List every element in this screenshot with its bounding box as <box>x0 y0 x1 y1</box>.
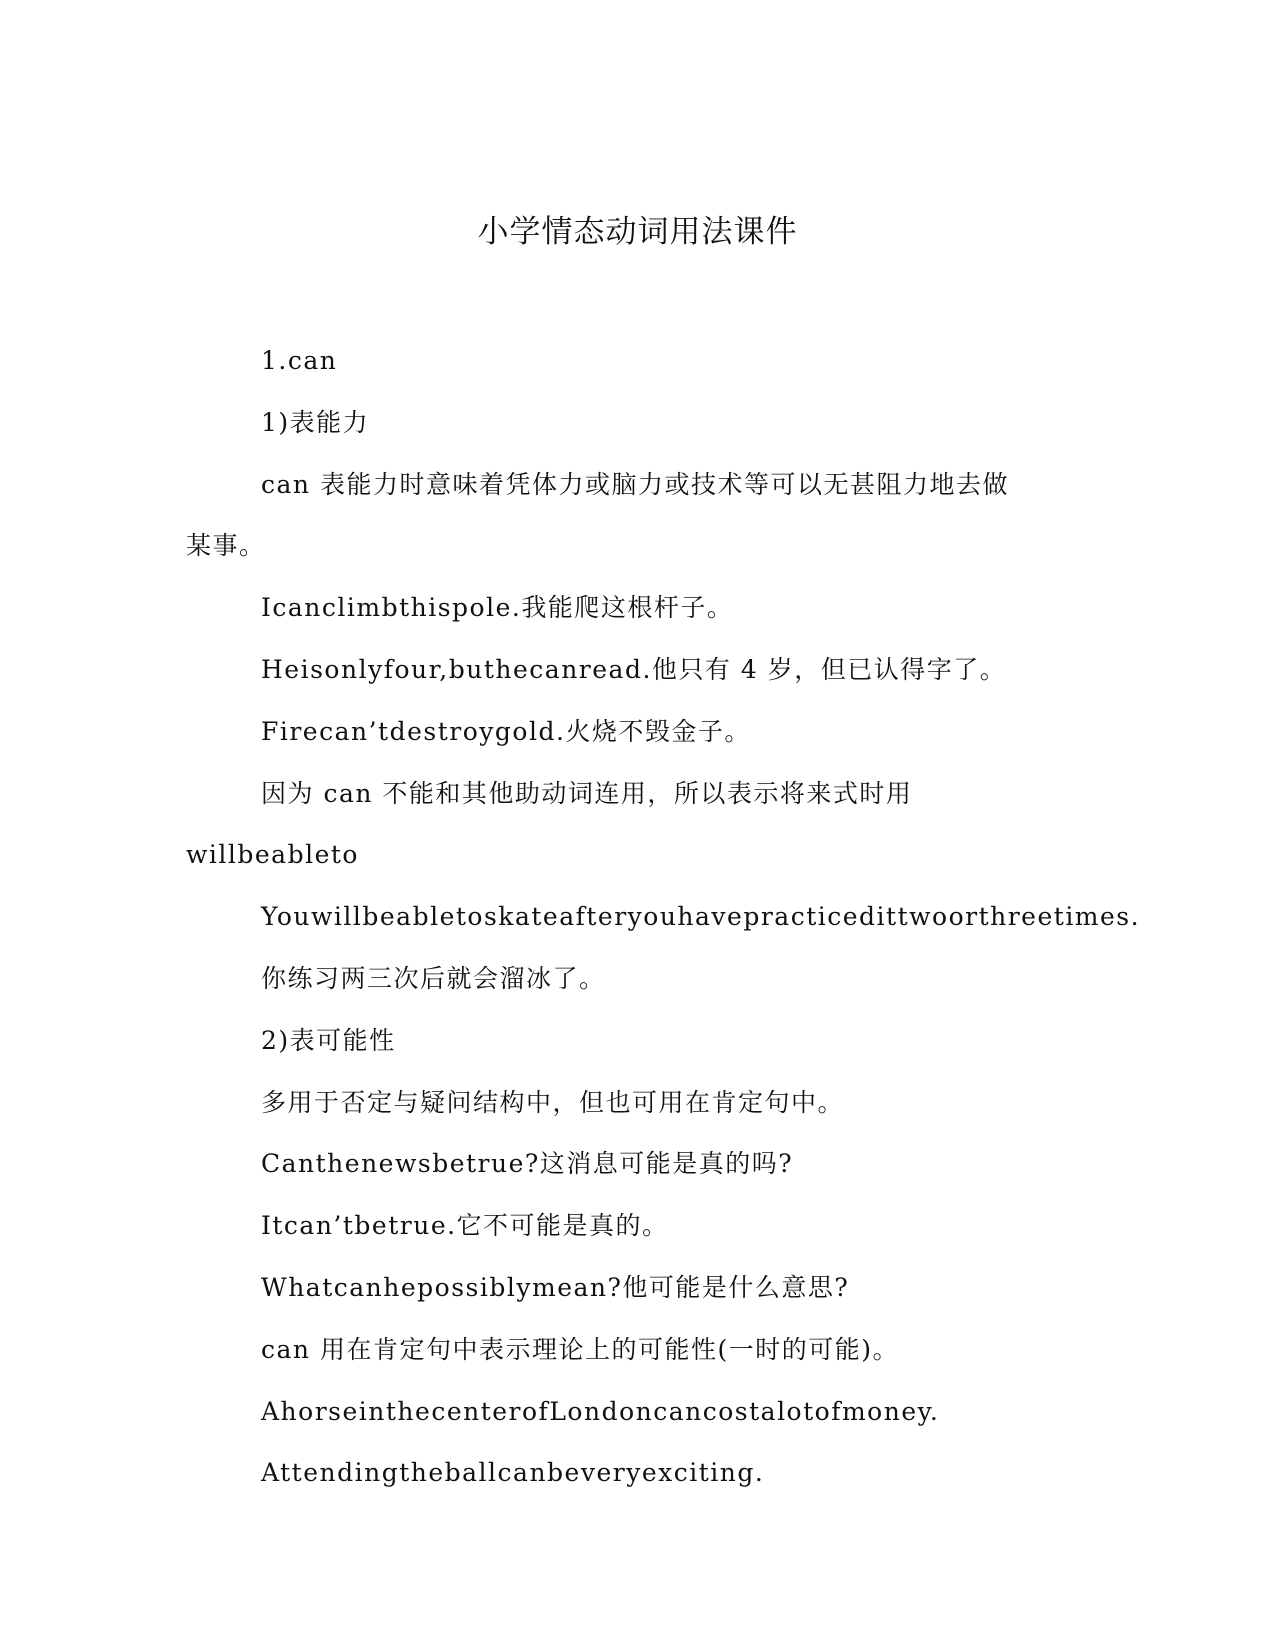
example-sentence: AhorseinthecenterofLondoncancostalotofmoney. <box>261 1396 940 1426</box>
document-body <box>186 330 1141 1504</box>
example-sentence: Itcan’tbetrue.它不可能是真的。 <box>261 1211 669 1241</box>
example-sentence: Heisonlyfour,buthecanread.他只有 4 岁，但已认得字了。 <box>261 654 1007 684</box>
translation-line: 你练习两三次后就会溜冰了。 <box>261 963 606 993</box>
example-sentence: Attendingtheballcanbeveryexciting. <box>261 1458 765 1488</box>
subsection-heading-ability: 1)表能力 <box>261 407 370 437</box>
paragraph-line: 因为 can 不能和其他助动词连用，所以表示将来式时用 <box>261 778 913 808</box>
example-sentence: Icanclimbthispole.我能爬这根杆子。 <box>261 593 734 623</box>
example-sentence: Youwillbeabletoskateafteryouhavepracticedittwoorthreetimes. <box>261 902 1141 932</box>
example-sentence: Whatcanhepossiblymean?他可能是什么意思? <box>261 1272 850 1302</box>
example-sentence: Canthenewsbetrue?这消息可能是真的吗? <box>261 1149 794 1179</box>
document-title: 小学情态动词用法课件 <box>477 214 798 250</box>
section-heading-can: 1.can <box>261 346 338 375</box>
paragraph-line: willbeableto <box>186 840 359 870</box>
paragraph-line: can 用在肯定句中表示理论上的可能性(一时的可能)。 <box>261 1334 899 1364</box>
example-sentence: Firecan’tdestroygold.火烧不毁金子。 <box>261 716 751 746</box>
subsection-heading-possibility: 2)表可能性 <box>261 1025 396 1055</box>
paragraph-line: 某事。 <box>186 531 266 561</box>
paragraph-line: can 表能力时意味着凭体力或脑力或技术等可以无甚阻力地去做 <box>261 469 1009 499</box>
paragraph-line: 多用于否定与疑问结构中，但也可用在肯定句中。 <box>261 1087 845 1117</box>
